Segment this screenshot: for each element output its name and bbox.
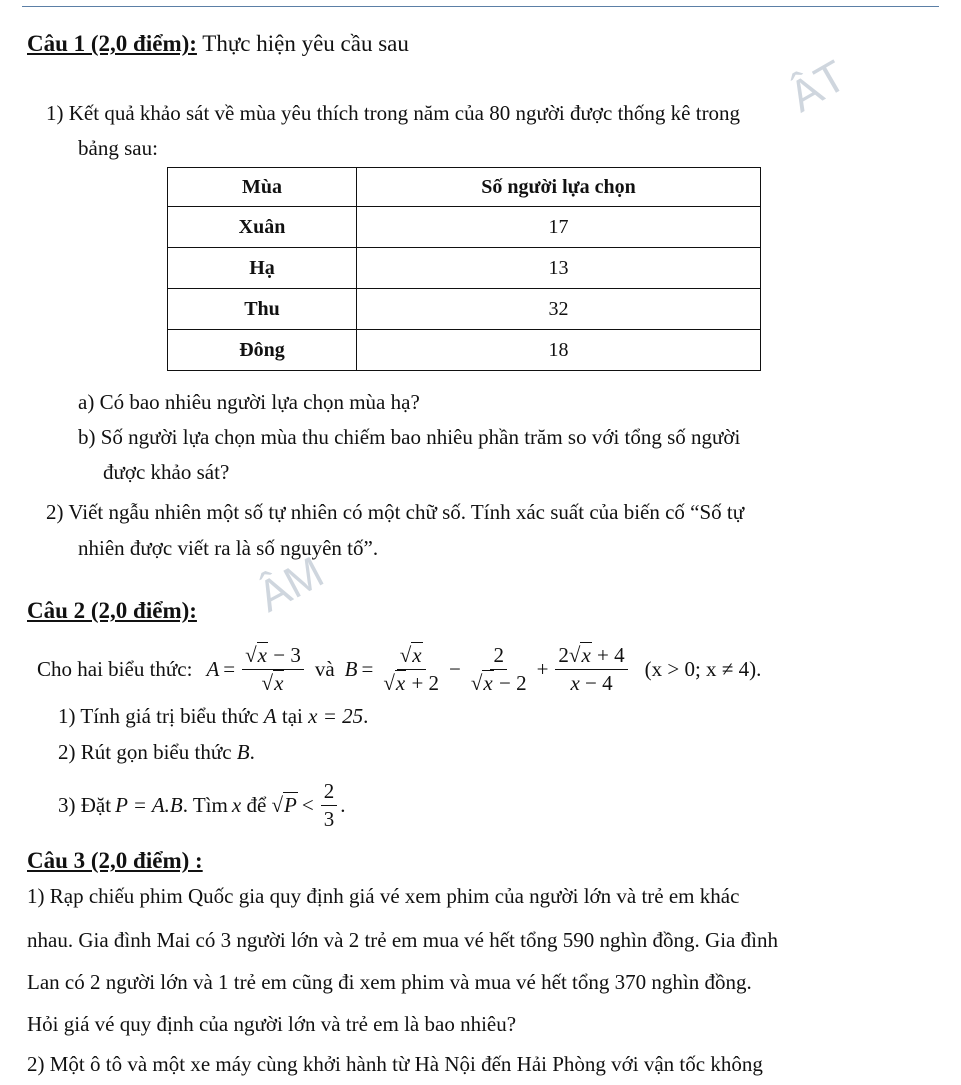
q1-item-b-line2: được khảo sát? — [103, 460, 230, 484]
fraction-b1: $\frac{√x}{√x + 2}$ — [383, 643, 440, 695]
table-cell-season: Hạ — [168, 248, 357, 289]
table-row — [168, 248, 761, 289]
q2-item-3-prefix: 3) Đặt — [58, 792, 112, 817]
fraction-b2: $\frac{2}{√x - 2}$ — [470, 643, 527, 695]
q2-item-3-x: x — [231, 792, 242, 817]
table-cell-season: Thu — [168, 289, 357, 330]
q3-heading-label: Câu 3 (2,0 điểm) : — [27, 848, 203, 873]
fraction-b3: $\frac{2√x + 4}{x - 4}$ — [555, 643, 627, 694]
q1-part2-line2: nhiên được viết ra là số nguyên tố”. — [78, 536, 379, 560]
q2-item-1-suffix: tại — [276, 704, 309, 728]
q2-item-1-value: x = 25 — [308, 704, 364, 728]
var-b: B — [344, 656, 358, 681]
table-header-count: Số người lựa chọn — [357, 168, 761, 207]
survey-table — [167, 167, 761, 371]
less-than-sign: < — [301, 792, 314, 817]
q3-heading — [27, 848, 203, 874]
q2-item-3-suffix: để — [241, 792, 272, 817]
q1-heading — [27, 31, 409, 57]
q2-item-3 — [58, 780, 345, 830]
period: . — [249, 740, 255, 764]
table-header-season: Mùa — [168, 168, 357, 207]
table-cell-count: 18 — [357, 330, 761, 371]
q2-item-2-prefix: 2) Rút gọn biểu thức — [58, 740, 237, 764]
q1-heading-text: Thực hiện yêu cầu sau — [196, 31, 409, 56]
table-row — [168, 330, 761, 371]
fraction-two-thirds: $\frac{2}{3}$ — [321, 779, 338, 830]
q2-heading — [27, 598, 197, 624]
equals-sign: = — [223, 656, 236, 681]
sqrt-p: √P — [271, 792, 297, 817]
var-a: A — [206, 656, 220, 681]
minus-sign: − — [449, 656, 461, 681]
q1-item-b-line1: b) Số người lựa chọn mùa thu chiếm bao nhiêu phần trăm so với tổng số người — [78, 425, 741, 449]
watermark: ÂT — [781, 51, 855, 122]
q2-heading-label: Câu 2 (2,0 điểm): — [27, 598, 197, 623]
q3-line-5: 2) Một ô tô và một xe máy cùng khởi hành từ Hà Nội đến Hải Phòng với vận tốc không — [27, 1052, 763, 1076]
q1-part2-line1: 2) Viết ngẫu nhiên một số tự nhiên có một chữ số. Tính xác suất của biến cố “Số tự — [46, 500, 745, 524]
table-cell-count: 32 — [357, 289, 761, 330]
q1-part1-line2: bảng sau: — [78, 136, 158, 160]
table-cell-season: Xuân — [168, 207, 357, 248]
q2-item-1-prefix: 1) Tính giá trị biểu thức — [58, 704, 264, 728]
q3-line-4: Hỏi giá vé quy định của người lớn và trẻ em là bao nhiêu? — [27, 1012, 517, 1036]
table-cell-count: 17 — [357, 207, 761, 248]
top-rule — [22, 6, 939, 7]
q2-item-3-mid: . Tìm — [182, 792, 228, 817]
q2-item-2-var: B — [236, 740, 250, 764]
q3-line-2: nhau. Gia đình Mai có 3 người lớn và 2 trẻ em mua vé hết tổng 590 nghìn đồng. Gia đình — [27, 928, 778, 952]
q2-item-3-expr: P = A.B — [115, 792, 183, 817]
q1-heading-label: Câu 1 (2,0 điểm): — [27, 31, 197, 56]
q2-item-1-var: A — [263, 704, 277, 728]
q1-item-a: a) Có bao nhiêu người lựa chọn mùa hạ? — [78, 390, 420, 414]
table-cell-season: Đông — [168, 330, 357, 371]
q1-part1-line1: 1) Kết quả khảo sát về mùa yêu thích trong năm của 80 người được thống kê trong — [46, 101, 741, 125]
q2-expressions — [37, 640, 761, 698]
table-cell-count: 13 — [357, 248, 761, 289]
q2-intro: Cho hai biểu thức: — [37, 656, 193, 681]
equals-sign: = — [361, 656, 374, 681]
plus-sign: + — [536, 656, 549, 681]
period: . — [363, 704, 369, 728]
and-word: và — [314, 656, 335, 681]
q2-condition: (x > 0; x ≠ 4). — [644, 656, 762, 681]
table-row — [168, 207, 761, 248]
watermark: ÂM — [250, 547, 332, 622]
q2-item-2 — [58, 740, 255, 765]
q3-line-1: 1) Rạp chiếu phim Quốc gia quy định giá vé xem phim của người lớn và trẻ em khác — [27, 884, 740, 908]
period: . — [340, 792, 346, 817]
q2-item-1 — [58, 704, 368, 729]
table-row — [168, 289, 761, 330]
q3-line-3: Lan có 2 người lớn và 1 trẻ em cũng đi xem phim và mua vé hết tổng 370 nghìn đồng. — [27, 970, 752, 994]
table-header-row — [168, 168, 761, 207]
fraction-a: $\frac{√x - 3}{√x}$ — [242, 643, 304, 694]
